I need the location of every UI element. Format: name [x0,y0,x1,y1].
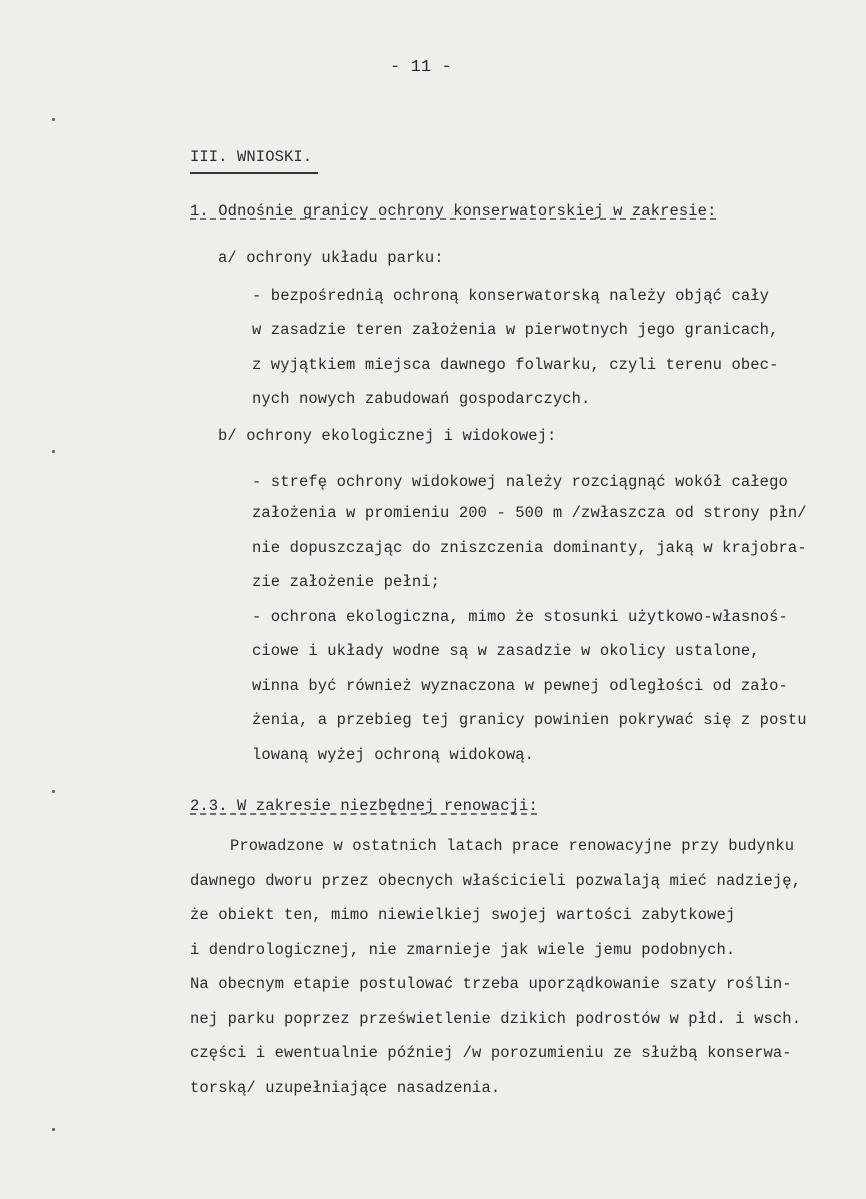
text-line: żenia, a przebieg tej granicy powinien pokrywać się z postu [252,711,807,729]
text-line: i dendrologicznej, nie zmarnieje jak wiele jemu podobnych. [190,941,736,959]
text-line: nej parku poprzez prześwietlenie dzikich podrostów w płd. i wsch. [190,1010,802,1028]
subsection-a-label: a/ ochrony układu parku: [218,249,444,267]
scan-speck [52,790,55,793]
scan-speck [52,1128,55,1131]
text-line: torską/ uzupełniające nasadzenia. [190,1079,501,1097]
section-2-title: 2.3. W zakresie niezbędnej renowacji: [190,797,538,815]
text-line: dawnego dworu przez obecnych właścicieli pozwalają mieć nadzieję, [190,872,802,890]
text-line: Prowadzone w ostatnich latach prace renowacyjne przy budynku [230,837,795,855]
page-number: - 11 - [390,58,452,77]
text-line: ciowe i układy wodne są w zasadzie w okolicy ustalone, [252,642,760,660]
heading-underline [190,172,318,174]
subsection-b-label: b/ ochrony ekologicznej i widokowej: [218,427,557,445]
text-line: Na obecnym etapie postulować trzeba uporządkowanie szaty roślin- [190,975,792,993]
text-line: - ochrona ekologiczna, mimo że stosunki użytkowo-własnoś- [252,608,788,626]
text-line: części i ewentualnie później /w porozumieniu ze służbą konserwa- [190,1044,792,1062]
scan-speck [52,450,55,453]
section-1-title: 1. Odnośnie granicy ochrony konserwatorskiej w zakresie: [190,202,717,220]
text-line: założenia w promieniu 200 - 500 m /zwłaszcza od strony płn/ [252,504,807,522]
text-line: z wyjątkiem miejsca dawnego folwarku, czyli terenu obec- [252,356,779,374]
text-line: lowaną wyżej ochroną widokową. [252,746,535,764]
text-line: nych nowych zabudowań gospodarczych. [252,390,591,408]
text-line: nie dopuszczając do zniszczenia dominanty, jaką w krajobra- [252,539,807,557]
text-line: w zasadzie teren założenia w pierwotnych jego granicach, [252,321,779,339]
section-heading: III. WNIOSKI. [190,148,313,166]
scan-speck [52,118,55,121]
text-line: winna być również wyznaczona w pewnej odległości od zało- [252,677,788,695]
text-line: że obiekt ten, mimo niewielkiej swojej wartości zabytkowej [190,906,736,924]
text-line: - bezpośrednią ochroną konserwatorską należy objąć cały [252,287,770,305]
text-line: - strefę ochrony widokowej należy rozciągnąć wokół całego [252,473,788,491]
text-line: zie założenie pełni; [252,573,441,591]
